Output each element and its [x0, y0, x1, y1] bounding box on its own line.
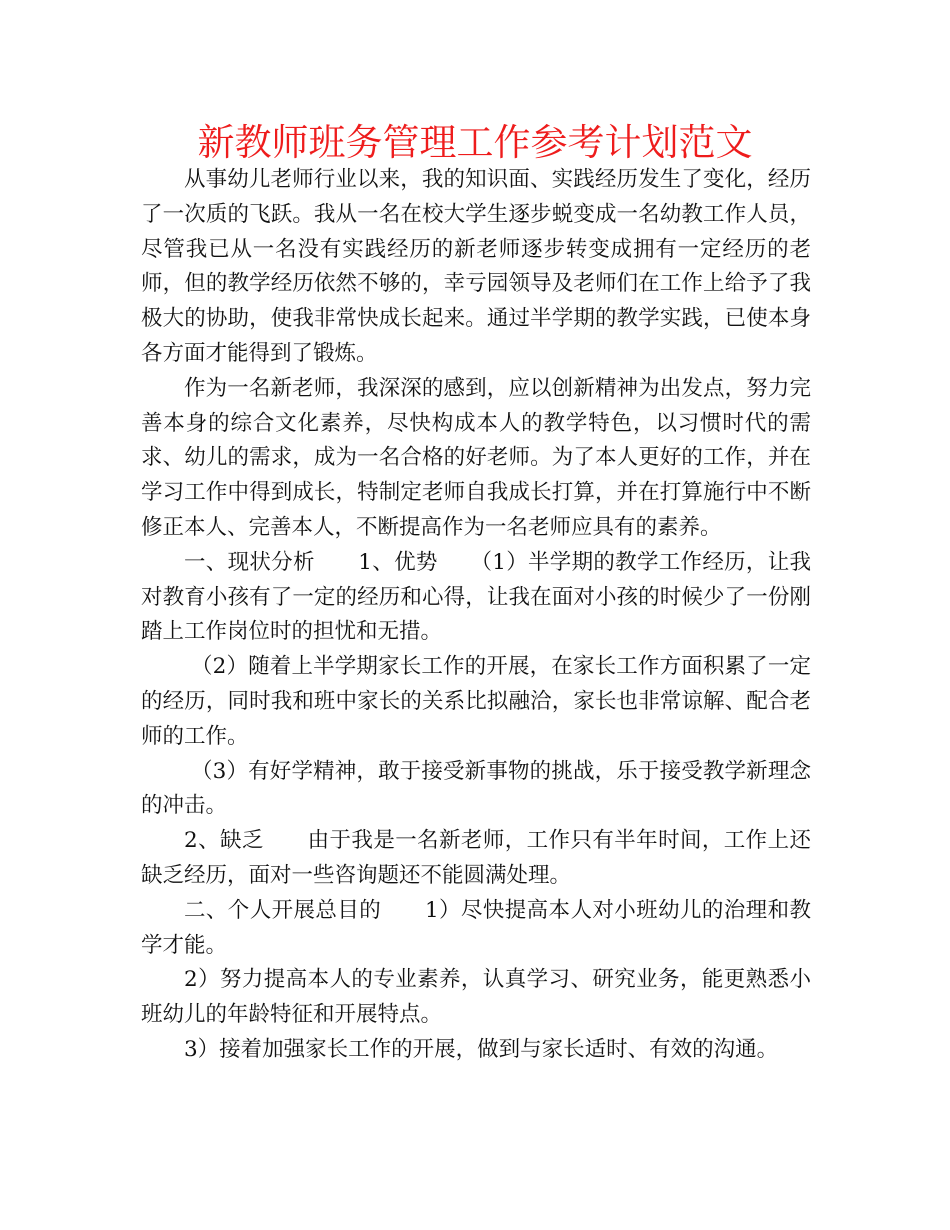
paragraph-weakness: 2、缺乏 由于我是一名新老师，工作只有半年时间，工作上还缺乏经历，面对一些咨询题还不能圆满处理。 [141, 828, 811, 888]
paragraph-status-strengths: 一、现状分析 1、优势 （1）半学期的教学工作经历，让我对教育小孩有了一定的经历和心得，让我在面对小孩的时候少了一份刚踏上工作岗位时的担忧和无措。 [141, 549, 811, 645]
document-title: 新教师班务管理工作参考计划范文 [197, 121, 753, 164]
paragraph-strength-2: （2）随着上半学期家长工作的开展，在家长工作方面积累了一定的经历，同时我和班中家长的关系比拟融洽，家长也非常谅解、配合老师的工作。 [141, 654, 811, 749]
paragraph-personal-goal-1: 二、个人开展总目的 1）尽快提高本人对小班幼儿的治理和教学才能。 [141, 897, 811, 958]
paragraph-goals: 作为一名新老师，我深深的感到，应以创新精神为出发点，努力完善本身的综合文化素养，尽快构成本人的教学特色，以习惯时代的需求、幼儿的需求，成为一名合格的好老师。为了本人更好的工作，并在学习工作中得到成长，特制定老师自我成长打算，并在打算施行中不断修正本人、完善本人，不断提高作为一名老师应具有的素养。 [141, 375, 811, 540]
paragraph-personal-goal-2: 2）努力提高本人的专业素养，认真学习、研究业务，能更熟悉小班幼儿的年龄特征和开展特点。 [141, 967, 811, 1028]
document-body [141, 163, 811, 1068]
paragraph-intro: 从事幼儿老师行业以来，我的知识面、实践经历发生了变化，经历了一次质的飞跃。我从一名在校大学生逐步蜕变成一名幼教工作人员，尽管我已从一名没有实践经历的新老师逐步转变成拥有一定经历的老师，但的教学经历依然不够的，幸亏园领导及老师们在工作上给予了我极大的协助，使我非常快成长起来。通过半学期的教学实践，已使本身各方面才能得到了锻炼。 [141, 167, 811, 366]
paragraph-personal-goal-3: 3）接着加强家长工作的开展，做到与家长适时、有效的沟通。 [184, 1036, 779, 1062]
paragraph-strength-3: （3）有好学精神，敢于接受新事物的挑战，乐于接受教学新理念的冲击。 [141, 758, 811, 819]
